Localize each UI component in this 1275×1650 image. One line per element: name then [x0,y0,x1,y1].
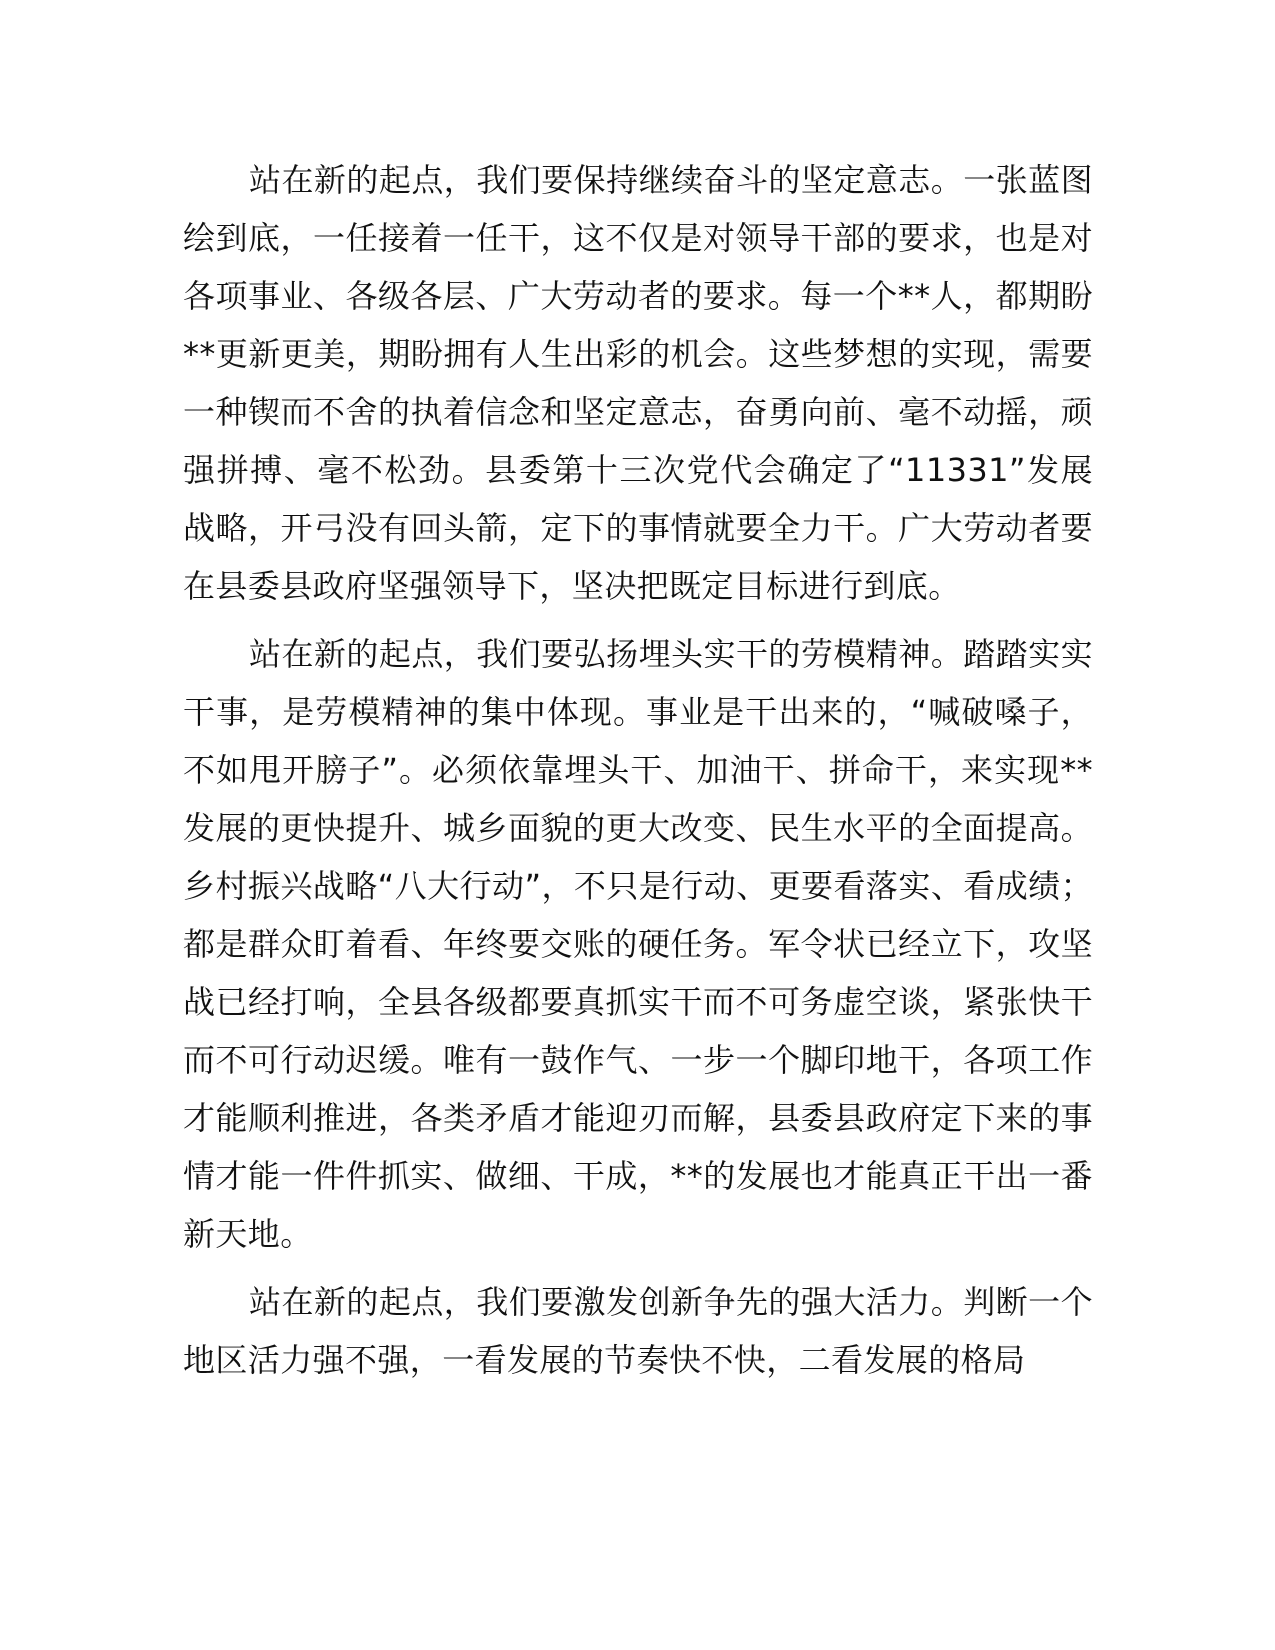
paragraph-model-worker-spirit: 站在新的起点，我们要弘扬埋头实干的劳模精神。踏踏实实干事，是劳模精神的集中体现。事业是干出来的，“喊破嗓子，不如甩开膀子”。必须依靠埋头干、加油干、拼命干，来实现**发展的更快提升、城乡面貌的更大改变、民生水平的全面提高。乡村振兴战略“八大行动”，不只是行动、更要看落实、看成绩；都是群众盯着看、年终要交账的硬任务。军令状已经立下，攻坚战已经打响，全县各级都要真抓实干而不可务虚空谈，紧张快干而不可行动迟缓。唯有一鼓作气、一步一个脚印地干，各项工作才能顺利推进，各类矛盾才能迎刃而解，县委县政府定下来的事情才能一件件抓实、做细、干成，**的发展也才能真正干出一番新天地。 [183,635,1093,1253]
paragraph-innovation-vitality: 站在新的起点，我们要激发创新争先的强大活力。判断一个地区活力强不强，一看发展的节奏快不快，二看发展的格局 [183,1283,1093,1379]
paragraph-perseverance: 站在新的起点，我们要保持继续奋斗的坚定意志。一张蓝图绘到底，一任接着一任干，这不仅是对领导干部的要求，也是对各项事业、各级各层、广大劳动者的要求。每一个**人，都期盼**更新更美，期盼拥有人生出彩的机会。这些梦想的实现，需要一种锲而不舍的执着信念和坚定意志，奋勇向前、毫不动摇，顽强拼搏、毫不松劲。县委第十三次党代会确定了“11331”发展战略，开弓没有回头箭，定下的事情就要全力干。广大劳动者要在县委县政府坚强领导下，坚决把既定目标进行到底。 [183,161,1093,605]
document-body [183,151,1093,1399]
